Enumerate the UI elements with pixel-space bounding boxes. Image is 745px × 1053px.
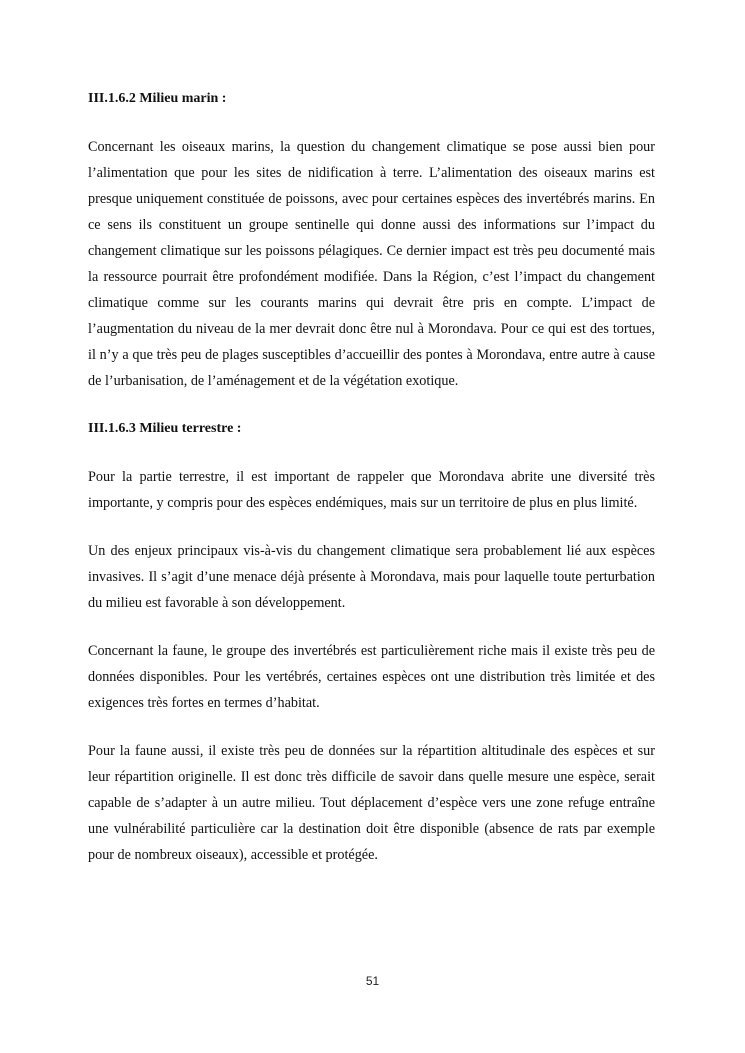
paragraph-terrestre-intro: Pour la partie terrestre, il est important de rappeler que Morondava abrite une diversité très importante, y compris pour des espèces endémiques, mais sur un territoire de plus en plus limité. <box>88 469 655 511</box>
paragraph-faune-repartition: Pour la faune aussi, il existe très peu de données sur la répartition altitudinale des espèces et sur leur répartition originelle. Il est donc très difficile de savoir dans quelle mesure une espèce, serait capable de s’adapter à un autre milieu. Tout déplacement d’espèce vers une zone refuge entraîne une vulnérabilité particulière car la destination doit être disponible (absence de rats par exemple pour de nombreux oiseaux), accessible et protégée. <box>88 743 655 863</box>
paragraph-faune-invertebres: Concernant la faune, le groupe des invertébrés est particulièrement riche mais il existe très peu de données disponibles. Pour les vertébrés, certaines espèces ont une distribution très limitée et des exigences très fortes en termes d’habitat. <box>88 643 655 711</box>
page-number: 51 <box>365 974 380 988</box>
document-page <box>88 86 655 868</box>
section-heading-milieu-marin: III.1.6.2 Milieu marin : <box>88 91 227 106</box>
section-heading-milieu-terrestre: III.1.6.3 Milieu terrestre : <box>88 421 242 436</box>
paragraph-milieu-marin: Concernant les oiseaux marins, la question du changement climatique se pose aussi bien pour l’alimentation que pour les sites de nidification à terre. L’alimentation des oiseaux marins est presque uniquement constituée de poissons, avec pour certaines espèces des invertébrés marins. En ce sens ils constituent un groupe sentinelle qui donne aussi des informations sur l’impact du changement climatique sur les poissons pélagiques. Ce dernier impact est très peu documenté mais la ressource pourrait être profondément modifiée. Dans la Région, c’est l’impact du changement climatique comme sur les courants marins qui devrait être pris en compte. L’impact de l’augmentation du niveau de la mer devrait donc être nul à Morondava. Pour ce qui est des tortues, il n’y a que très peu de plages susceptibles d’accueillir des pontes à Morondava, entre autre à cause de l’urbanisation, de l’aménagement et de la végétation exotique. <box>88 139 655 389</box>
paragraph-especes-invasives: Un des enjeux principaux vis-à-vis du changement climatique sera probablement lié aux espèces invasives. Il s’agit d’une menace déjà présente à Morondava, mais pour laquelle toute perturbation du milieu est favorable à son développement. <box>88 543 655 611</box>
